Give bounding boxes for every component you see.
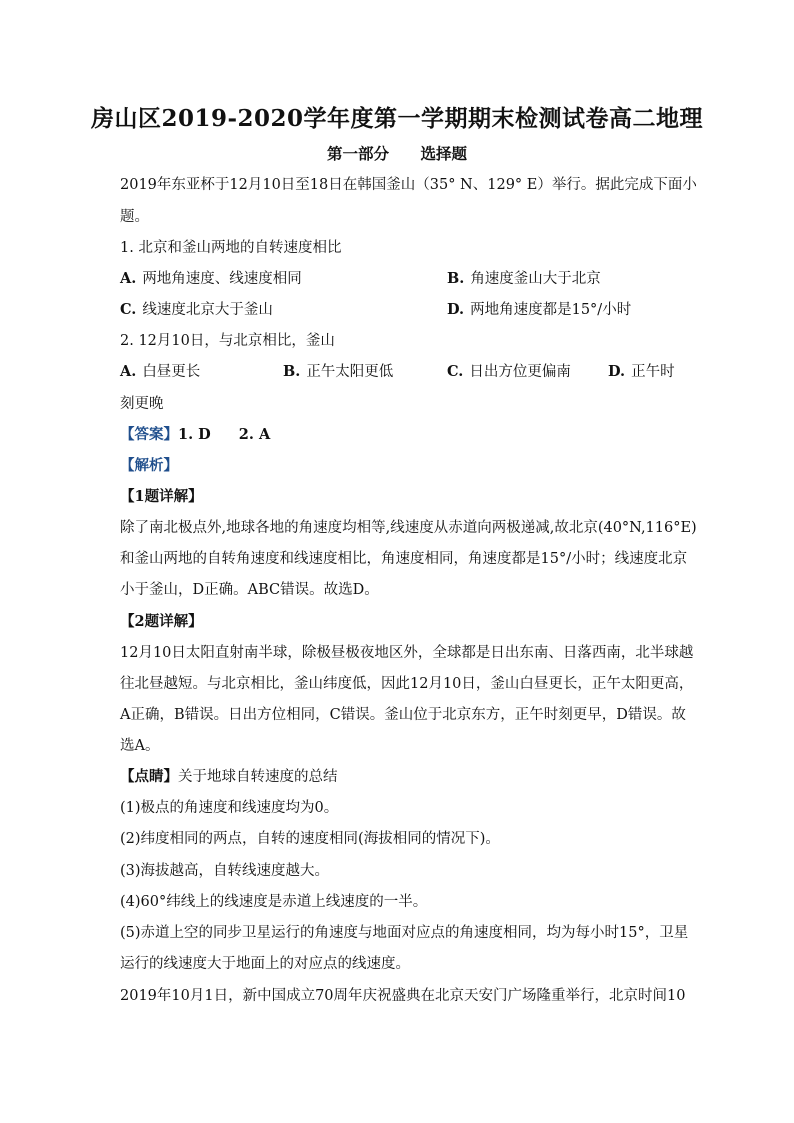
- option-text: 两地角速度都是15°/小时: [470, 302, 632, 318]
- pointer-item-4: (4)60°纬线上的线速度是赤道上线速度的一半。: [120, 894, 428, 910]
- detail-2-line-3: A正确，B错误。日出方位相同，C错误。釜山位于北京东方，正午时刻更早，D错误。故: [120, 707, 686, 723]
- option-text: 日出方位更偏南: [469, 364, 571, 380]
- analysis-line: [120, 456, 178, 476]
- detail-2-line-1: 12月10日太阳直射南半球，除极昼极夜地区外，全球都是日出东南、日落西南，北半球越: [120, 645, 694, 661]
- option-key: C.: [120, 301, 137, 318]
- intro-line-1: 2019年东亚杯于12月10日至18日在韩国釜山（35° N、129° E）举行。据此完成下面小: [120, 177, 697, 193]
- answer-tag: 【答案】: [120, 426, 178, 443]
- option-text: 正午太阳更低: [306, 364, 394, 380]
- detail-1-line-3: 小于釜山，D正确。ABC错误。故选D。: [120, 582, 379, 598]
- detail-2-line-4: 选A。: [120, 738, 160, 754]
- detail-2-tag: 【2题详解】: [120, 613, 203, 630]
- option-text: 正午时: [631, 364, 675, 380]
- option-key: D.: [447, 301, 465, 318]
- section-name: 选择题: [420, 144, 467, 163]
- pointer-item-1: (1)极点的角速度和线速度均为0。: [120, 800, 339, 816]
- detail-2-line-2: 往北昼越短。与北京相比，釜山纬度低，因此12月10日，釜山白昼更长，正午太阳更高，: [120, 676, 694, 692]
- q2-option-d-wrap: 刻更晚: [120, 396, 164, 412]
- option-key: B.: [283, 363, 301, 380]
- next-question-intro: 2019年10月1日，新中国成立70周年庆祝盛典在北京天安门广场隆重举行，北京时间10: [120, 988, 686, 1004]
- pointer-item-5b: 运行的线速度大于地面上的对应点的线速度。: [120, 956, 410, 972]
- q2-option-a: [120, 362, 200, 382]
- q1-option-c: [120, 300, 273, 320]
- q1-option-a: [120, 269, 302, 289]
- q2-option-d: [608, 362, 675, 382]
- option-key: B.: [447, 270, 465, 287]
- exam-title: 房山区2019-2020学年度第一学期期末检测试卷高二地理: [90, 105, 704, 132]
- option-text: 角速度釜山大于北京: [470, 271, 601, 287]
- option-key: D.: [608, 363, 626, 380]
- option-key: C.: [447, 363, 464, 380]
- intro-line-2: 题。: [120, 209, 149, 225]
- pointer-heading-line: [120, 767, 338, 787]
- pointer-heading: 关于地球自转速度的总结: [178, 769, 338, 785]
- option-text: 两地角速度、线速度相同: [142, 271, 302, 287]
- analysis-tag: 【解析】: [120, 457, 178, 474]
- detail-1-tag: 【1题详解】: [120, 488, 203, 505]
- option-key: A.: [120, 270, 137, 287]
- q2-option-c: [447, 362, 571, 382]
- pointer-tag: 【点睛】: [120, 768, 178, 785]
- option-text: 白昼更长: [142, 364, 201, 380]
- detail-1-line-1: 除了南北极点外,地球各地的角速度均相等,线速度从赤道向两极递减,故北京(40°N,116°E): [120, 520, 697, 536]
- answer-line: [120, 425, 270, 445]
- answer-2: 2. A: [238, 426, 271, 443]
- answer-1: 1. D: [178, 426, 211, 443]
- question-2-stem: 2. 12月10日，与北京相比，釜山: [120, 333, 335, 349]
- q1-option-b: [447, 269, 601, 289]
- detail-1-line-2: 和釜山两地的自转角速度和线速度相比，角速度相同，角速度都是15°/小时；线速度北京: [120, 551, 688, 567]
- pointer-item-3: (3)海拔越高，自转线速度越大。: [120, 863, 330, 879]
- pointer-item-5a: (5)赤道上空的同步卫星运行的角速度与地面对应点的角速度相同，均为每小时15°，卫星: [120, 925, 689, 941]
- option-key: A.: [120, 363, 137, 380]
- section-part: 第一部分: [327, 144, 390, 163]
- q1-option-d: [447, 300, 631, 320]
- section-heading: [0, 142, 794, 164]
- option-text: 线速度北京大于釜山: [142, 302, 273, 318]
- question-1-stem: 1. 北京和釜山两地的自转速度相比: [120, 240, 342, 256]
- q2-option-b: [283, 362, 393, 382]
- pointer-item-2: (2)纬度相同的两点，自转的速度相同(海拔相同的情况下)。: [120, 831, 500, 847]
